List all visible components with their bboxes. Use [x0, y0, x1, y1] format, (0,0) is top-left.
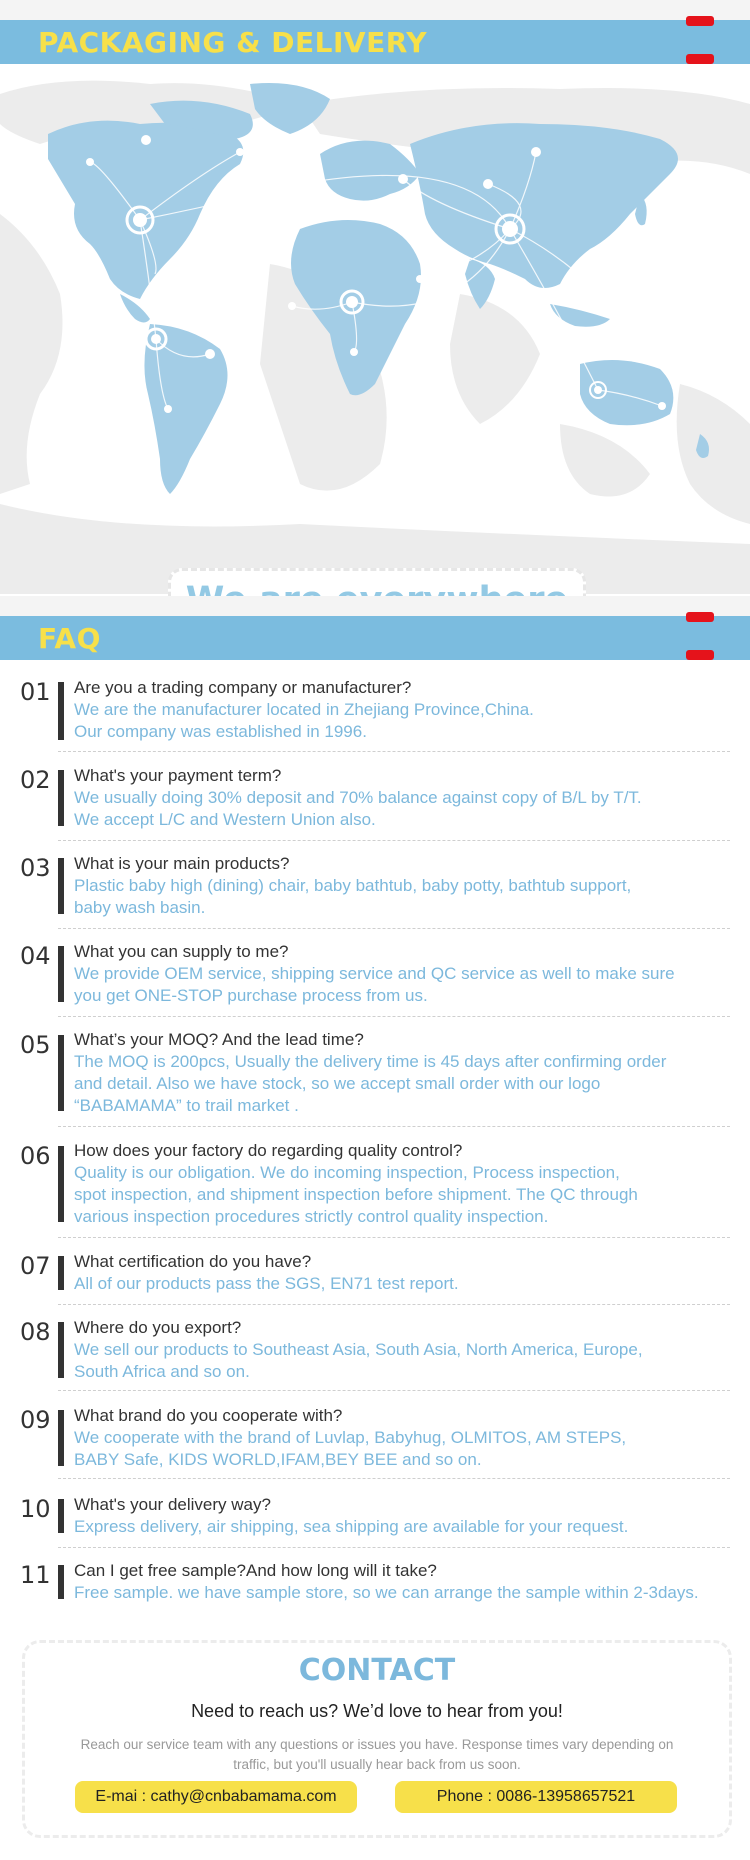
faq-question: Where do you export?	[74, 1318, 242, 1337]
faq-bar	[58, 1410, 64, 1466]
faq-bar	[58, 770, 64, 826]
world-map	[0, 64, 750, 594]
faq-answer: We cooperate with the brand of Luvlap, Babyhug, OLMITOS, AM STEPS, BABY Safe, KIDS WORLD,IFAM,BEY BEE and so on.	[74, 1428, 627, 1469]
red-marker-top	[686, 16, 714, 26]
faq-question: How does your factory do regarding quality control?	[74, 1141, 463, 1160]
packaging-title: PACKAGING & DELIVERY	[38, 26, 427, 59]
faq-number: 02	[20, 766, 51, 794]
faq-answer: Plastic baby high (dining) chair, baby bathtub, baby potty, bathtub support, baby wash basin.	[74, 876, 632, 917]
red-marker-bottom	[686, 650, 714, 660]
faq-question: What's your delivery way?	[74, 1495, 271, 1514]
contact-title: CONTACT	[298, 1653, 456, 1688]
faq-bar	[58, 1322, 64, 1378]
faq-divider	[58, 1547, 730, 1548]
faq-question: What is your main products?	[74, 854, 290, 873]
faq-answer: We provide OEM service, shipping service and QC service as well to make sure you get ONE-STOP purchase process from us.	[74, 964, 675, 1005]
faq-number: 06	[20, 1142, 51, 1170]
faq-divider	[58, 1237, 730, 1238]
faq-banner	[0, 616, 750, 660]
faq-question: What brand do you cooperate with?	[74, 1406, 343, 1425]
faq-divider	[58, 751, 730, 752]
phone-button[interactable]: Phone : 0086-13958657521	[395, 1781, 677, 1813]
faq-divider	[58, 1304, 730, 1305]
faq-divider	[58, 1390, 730, 1391]
faq-number: 04	[20, 942, 51, 970]
faq-answer: Free sample. we have sample store, so we can arrange the sample within 2-3days.	[74, 1583, 699, 1602]
faq-question: Can I get free sample?And how long will it take?	[74, 1561, 437, 1580]
email-button[interactable]: E-mai : cathy@cnbabamama.com	[75, 1781, 357, 1813]
faq-question: Are you a trading company or manufacturer?	[74, 678, 412, 697]
faq-answer: We sell our products to Southeast Asia, South Asia, North America, Europe, South Africa and so on.	[74, 1340, 643, 1381]
top-strip	[0, 0, 750, 20]
faq-bar	[58, 1146, 64, 1222]
faq-number: 05	[20, 1031, 51, 1059]
faq-answer: We are the manufacturer located in Zhejiang Province,China. Our company was established in 1996.	[74, 700, 534, 741]
faq-number: 03	[20, 854, 51, 882]
contact-subtitle: Need to reach us? We’d love to hear from you!	[191, 1701, 563, 1721]
faq-answer: All of our products pass the SGS, EN71 test report.	[74, 1274, 459, 1293]
faq-bar	[58, 946, 64, 1002]
faq-bar	[58, 1565, 64, 1599]
faq-divider	[58, 1478, 730, 1479]
contact-card	[22, 1640, 732, 1838]
faq-question: What you can supply to me?	[74, 942, 289, 961]
faq-question: What's your payment term?	[74, 766, 282, 785]
faq-question: What certification do you have?	[74, 1252, 312, 1271]
faq-number: 07	[20, 1252, 51, 1280]
faq-answer: Quality is our obligation. We do incoming inspection, Process inspection, spot inspection, and shipment inspection before shipment. The QC through various inspection procedures strictly control quality inspection.	[74, 1163, 638, 1226]
faq-answer: The MOQ is 200pcs, Usually the delivery time is 45 days after confirming order and detail. Also we have stock, so we accept small order with our logo “BABAMAMA” to trail market .	[74, 1052, 667, 1115]
faq-divider	[58, 1016, 730, 1017]
faq-number: 11	[20, 1561, 51, 1589]
red-marker-top	[686, 612, 714, 622]
faq-bar	[58, 858, 64, 914]
faq-divider	[58, 1126, 730, 1127]
world-map-graphic	[0, 64, 750, 594]
section-gap	[0, 596, 750, 616]
faq-number: 08	[20, 1318, 51, 1346]
faq-bar	[58, 682, 64, 740]
faq-answer: We usually doing 30% deposit and 70% balance against copy of B/L by T/T. We accept L/C and Western Union also.	[74, 788, 642, 829]
faq-divider	[58, 840, 730, 841]
faq-bar	[58, 1035, 64, 1111]
packaging-banner	[0, 20, 750, 64]
faq-bar	[58, 1499, 64, 1533]
faq-number: 01	[20, 678, 51, 706]
faq-number: 10	[20, 1495, 51, 1523]
faq-answer: Express delivery, air shipping, sea shipping are available for your request.	[74, 1517, 629, 1536]
faq-bar	[58, 1256, 64, 1290]
faq-question: What’s your MOQ? And the lead time?	[74, 1030, 364, 1049]
faq-divider	[58, 928, 730, 929]
faq-title: FAQ	[38, 622, 101, 655]
faq-number: 09	[20, 1406, 51, 1434]
contact-description: Reach our service team with any questions or issues you have. Response times vary depending on traffic, but you'll usually hear back from us soon.	[80, 1737, 674, 1772]
red-marker-bottom	[686, 54, 714, 64]
